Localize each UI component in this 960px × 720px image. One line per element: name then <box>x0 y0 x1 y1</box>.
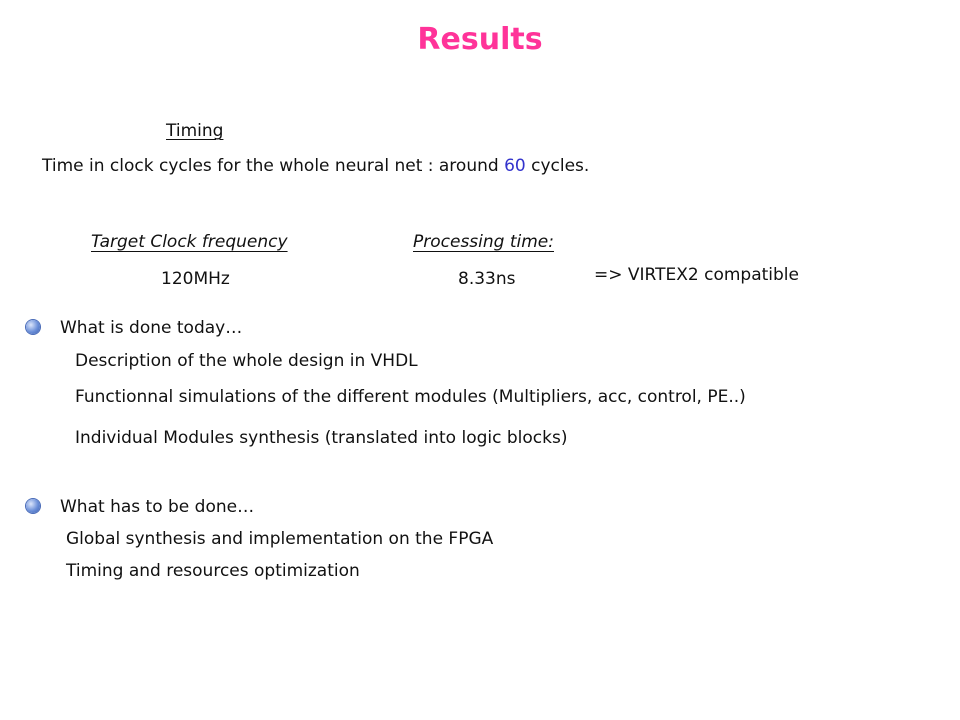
target-clock-value: 120MHz <box>161 269 230 289</box>
target-clock-label: Target Clock frequency <box>91 232 288 252</box>
clock-cycles-suffix: cycles. <box>525 156 590 176</box>
clock-cycles-value: 60 <box>504 156 526 176</box>
to-be-done-item: Global synthesis and implementation on the FPGA <box>66 529 494 549</box>
compatibility-note: => VIRTEX2 compatible <box>594 265 799 285</box>
done-today-item: Individual Modules synthesis (translated into logic blocks) <box>75 428 568 448</box>
bullet-icon <box>26 320 40 334</box>
slide-title: Results <box>417 22 543 57</box>
to-be-done-heading: What has to be done… <box>60 497 255 517</box>
done-today-heading: What is done today… <box>60 318 243 338</box>
processing-time-label: Processing time: <box>413 232 554 252</box>
done-today-item: Description of the whole design in VHDL <box>75 351 418 371</box>
timing-heading: Timing <box>166 121 224 141</box>
clock-cycles-prefix: Time in clock cycles for the whole neural net : around <box>42 156 505 176</box>
bullet-icon <box>26 499 40 513</box>
processing-time-value: 8.33ns <box>458 269 516 289</box>
clock-cycles-line <box>42 155 589 177</box>
to-be-done-item: Timing and resources optimization <box>66 561 360 581</box>
done-today-item: Functionnal simulations of the different modules (Multipliers, acc, control, PE..) <box>75 387 746 407</box>
